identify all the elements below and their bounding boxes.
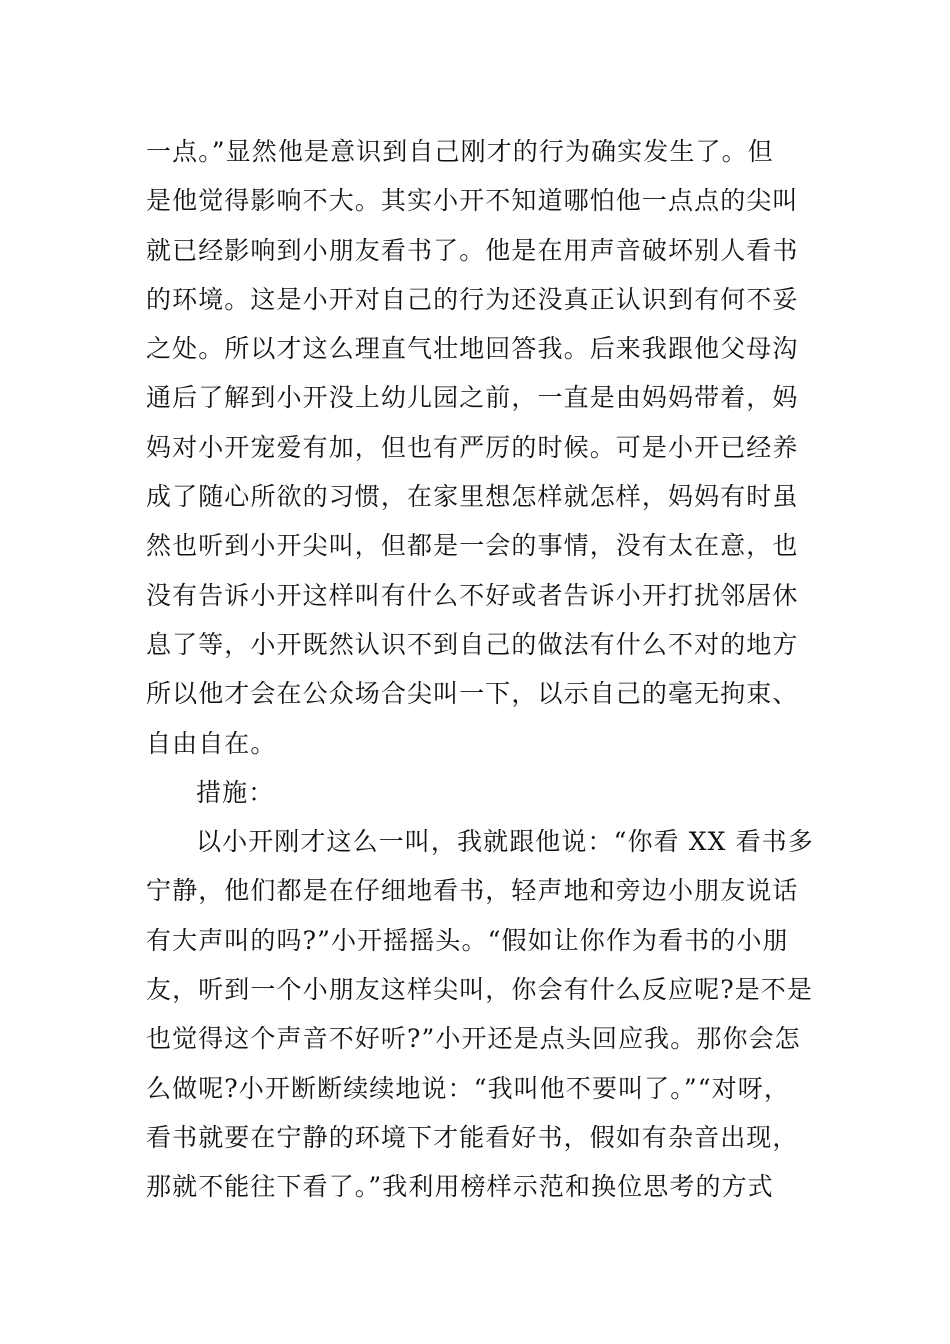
text-line: 友，听到一个小朋友这样尖叫，你会有什么反应呢?是不是 — [146, 975, 814, 1005]
text-line: 成了随心所欲的习惯，在家里想怎样就怎样，妈妈有时虽 — [146, 482, 799, 512]
text-line: 那就不能往下看了。”我利用榜样示范和换位思考的方式 — [146, 1172, 774, 1202]
text-line: 是他觉得影响不大。其实小开不知道哪怕他一点点的尖叫 — [146, 186, 799, 216]
text-line: 么做呢?小开断断续续地说：“我叫他不要叫了。”“对呀， — [146, 1073, 790, 1103]
text-line: 有大声叫的吗?”小开摇摇头。“假如让你作为看书的小朋 — [146, 925, 789, 955]
text-line: 妈对小开宠爱有加，但也有严厉的时候。可是小开已经养 — [146, 432, 799, 462]
text-line: 息了等，小开既然认识不到自己的做法有什么不对的地方 — [146, 629, 799, 659]
text-line: 也觉得这个声音不好听?”小开还是点头回应我。那你会怎 — [146, 1024, 801, 1054]
text-line: 所以他才会在公众场合尖叫一下，以示自己的毫无拘束、 — [146, 679, 799, 709]
text-line: 一点。”显然他是意识到自己刚才的行为确实发生了。但 — [146, 137, 774, 166]
body-text — [146, 127, 846, 1212]
text-line: 就已经影响到小朋友看书了。他是在用声音破坏别人看书 — [146, 235, 799, 265]
paragraph-start-line: 以小开刚才这么一叫，我就跟他说：“你看 XX 看书多 — [196, 827, 814, 857]
text-line: 宁静，他们都是在仔细地看书，轻声地和旁边小朋友说话 — [146, 876, 799, 906]
text-line: 看书就要在宁静的环境下才能看好书，假如有杂音出现， — [146, 1122, 799, 1152]
text-line: 通后了解到小开没上幼儿园之前，一直是由妈妈带着，妈 — [146, 383, 799, 413]
section-heading: 措施： — [196, 777, 275, 807]
text-line: 之处。所以才这么理直气壮地回答我。后来我跟他父母沟 — [146, 334, 799, 364]
text-line: 没有告诉小开这样叫有什么不好或者告诉小开打扰邻居休 — [146, 580, 799, 610]
text-line: 的环境。这是小开对自己的行为还没真正认识到有何不妥 — [146, 284, 799, 314]
text-line: 自由自在。 — [146, 728, 277, 758]
text-line: 然也听到小开尖叫，但都是一会的事情，没有太在意，也 — [146, 531, 799, 561]
